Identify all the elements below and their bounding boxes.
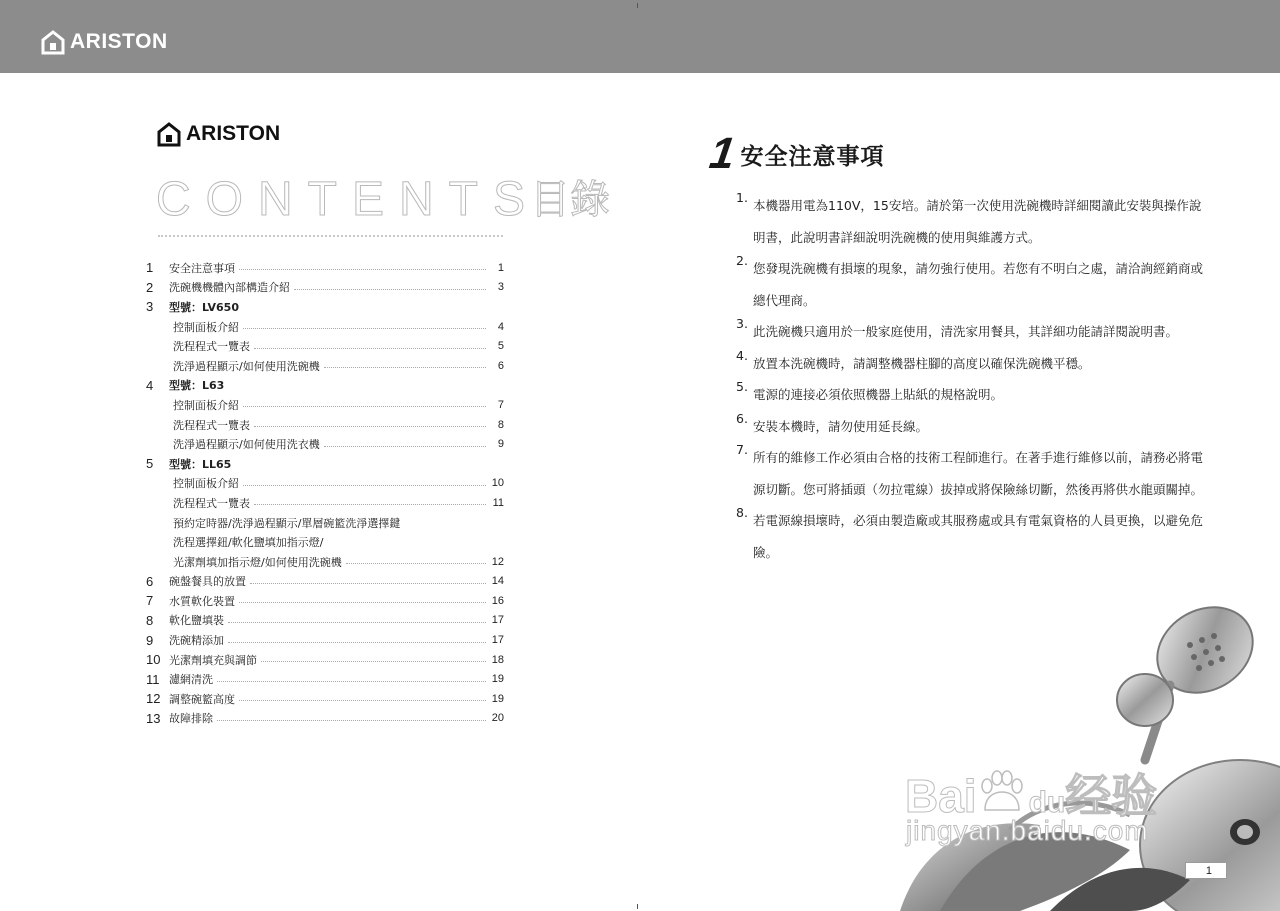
toc-item-number: 2 bbox=[146, 279, 154, 295]
toc-leader bbox=[261, 661, 486, 662]
table-of-contents bbox=[146, 258, 504, 728]
toc-item-page: 1 bbox=[497, 261, 504, 274]
safety-note-number: 6. bbox=[736, 410, 748, 426]
toc-item-number: 5 bbox=[146, 456, 154, 472]
toc-item-title: 水質軟化裝置 bbox=[169, 594, 235, 608]
toc-item-title: 安全注意事項 bbox=[169, 261, 235, 275]
safety-note bbox=[736, 348, 1206, 380]
safety-note-text: 放置本洗碗機時，請調整機器柱腳的高度以確保洗碗機平穩。 bbox=[753, 355, 1091, 371]
toc-leader bbox=[254, 504, 486, 505]
crop-mark-top bbox=[637, 3, 638, 8]
toc-item-page: 18 bbox=[491, 653, 504, 666]
safety-note-number: 5. bbox=[736, 379, 748, 394]
toc-item-page: 11 bbox=[492, 496, 504, 509]
safety-note bbox=[736, 190, 1206, 253]
toc-item-number: 8 bbox=[146, 612, 154, 628]
toc-leader bbox=[239, 602, 486, 603]
toc-item-page: 9 bbox=[497, 438, 504, 451]
toc-item-number: 9 bbox=[146, 632, 154, 648]
toc-item-number: 7 bbox=[146, 593, 154, 609]
toc-leader bbox=[346, 563, 486, 564]
toc-item-number: 1 bbox=[146, 260, 154, 276]
toc-item bbox=[146, 630, 504, 650]
toc-item-page: 19 bbox=[491, 673, 504, 686]
toc-item bbox=[146, 258, 504, 278]
page-number: 1 bbox=[1185, 862, 1227, 879]
toc-item-title: 控制面板介紹 bbox=[173, 398, 239, 412]
toc-leader bbox=[239, 269, 486, 270]
toc-item-title: 洗淨過程顯示/如何使用洗衣機 bbox=[173, 438, 320, 452]
toc-item-page: 19 bbox=[491, 692, 504, 705]
toc-item-title: 光潔劑填充與調節 bbox=[169, 653, 257, 667]
toc-item-page: 3 bbox=[497, 281, 504, 294]
toc-item-number: 13 bbox=[146, 710, 161, 726]
toc-item bbox=[146, 591, 504, 611]
safety-note bbox=[736, 411, 1206, 443]
toc-item bbox=[146, 356, 504, 376]
toc-item bbox=[146, 709, 504, 729]
toc-leader bbox=[324, 367, 486, 368]
toc-item-title: 碗盤餐具的放置 bbox=[169, 575, 246, 589]
safety-note-number: 1. bbox=[736, 190, 748, 205]
toc-item bbox=[146, 552, 504, 572]
toc-leader bbox=[243, 485, 486, 486]
safety-note bbox=[736, 505, 1206, 568]
safety-note-number: 2. bbox=[736, 253, 748, 268]
watermark-du: du bbox=[1028, 786, 1066, 819]
contents-heading-en: CONTENTS bbox=[156, 173, 540, 226]
toc-item-page: 5 bbox=[497, 340, 504, 353]
toc-item bbox=[146, 532, 504, 552]
left-logo-name: ARISTON bbox=[186, 122, 281, 145]
toc-item bbox=[146, 689, 504, 709]
toc-item bbox=[146, 336, 504, 356]
toc-item bbox=[146, 317, 504, 337]
toc-item-title: 軟化鹽填裝 bbox=[169, 614, 224, 628]
toc-item bbox=[146, 454, 504, 474]
toc-item bbox=[146, 395, 504, 415]
toc-item-page: 6 bbox=[497, 359, 504, 372]
toc-item bbox=[146, 474, 504, 494]
safety-note bbox=[736, 379, 1206, 411]
safety-note-text: 此洗碗機只適用於一般家庭使用，清洗家用餐具，其詳細功能請詳閱說明書。 bbox=[753, 324, 1179, 339]
toc-item-title: 洗碗精添加 bbox=[169, 634, 224, 648]
toc-item-title: 濾網清洗 bbox=[169, 673, 213, 687]
safety-note-text: 電源的連接必須依照機器上貼紙的規格說明。 bbox=[753, 387, 1004, 402]
left-logo bbox=[156, 121, 280, 147]
toc-leader bbox=[250, 583, 486, 584]
contents-heading bbox=[156, 172, 610, 228]
toc-item-page: 4 bbox=[497, 320, 504, 333]
safety-note-text: 所有的維修工作必須由合格的技術工程師進行。在著手進行維修以前，請務必將電源切斷。您可將插頭（勿拉電線）拔掉或將保險絲切斷，然後再將供水龍頭關掉。 bbox=[753, 450, 1204, 497]
toc-item-page: 20 bbox=[491, 712, 504, 725]
toc-item-page: 16 bbox=[491, 594, 504, 607]
toc-item-number: 3 bbox=[146, 299, 154, 315]
toc-item-title: 故障排除 bbox=[169, 712, 213, 726]
toc-item-title: 型號：LV650 bbox=[169, 300, 239, 314]
toc-item-page: 17 bbox=[491, 614, 504, 627]
watermark-jingyan: 经验 bbox=[1065, 770, 1158, 822]
safety-note-text: 若電源線損壞時，必須由製造廠或其服務處或具有電氣資格的人員更換，以避免危險。 bbox=[753, 513, 1204, 560]
toc-item bbox=[146, 297, 504, 317]
toc-item-number: 6 bbox=[146, 573, 154, 589]
section-title: 安全注意事項 bbox=[740, 143, 885, 170]
toc-leader bbox=[228, 622, 486, 623]
toc-item bbox=[146, 278, 504, 298]
safety-note-text: 本機器用電為110V，15安培。請於第一次使用洗碗機時詳細閱讀此安裝與操作說明書，此說明書詳細說明洗碗機的使用與維護方式。 bbox=[753, 198, 1202, 245]
safety-note-number: 4. bbox=[736, 347, 748, 363]
toc-item-number: 12 bbox=[146, 691, 161, 707]
toc-item bbox=[146, 415, 504, 435]
section-heading bbox=[706, 129, 885, 178]
ariston-house-icon bbox=[40, 29, 66, 55]
toc-item-title: 洗碗機機體內部構造介紹 bbox=[169, 281, 290, 295]
toc-item-page: 14 bbox=[491, 575, 504, 588]
toc-leader bbox=[324, 446, 486, 447]
toc-item-title: 預約定時器/洗淨過程顯示/單層碗籃洗淨選擇鍵 bbox=[173, 516, 401, 530]
toc-leader bbox=[217, 720, 486, 721]
toc-item bbox=[146, 376, 504, 396]
safety-note bbox=[736, 442, 1206, 505]
toc-item-title: 控制面板介紹 bbox=[173, 477, 239, 491]
safety-note-number: 7. bbox=[736, 442, 748, 457]
toc-leader bbox=[254, 426, 486, 427]
toc-item-page: 7 bbox=[497, 398, 504, 411]
toc-item-page: 17 bbox=[491, 634, 504, 647]
toc-item-title: 洗程程式一覽表 bbox=[173, 496, 250, 510]
toc-item-page: 12 bbox=[491, 555, 504, 568]
heading-divider bbox=[158, 235, 503, 237]
safety-note-text: 您發現洗碗機有損壞的現象，請勿強行使用。若您有不明白之處，請洽詢經銷商或總代理商。 bbox=[753, 261, 1204, 308]
toc-item bbox=[146, 493, 504, 513]
toc-item-title: 洗程選擇鈕/軟化鹽填加指示燈/ bbox=[173, 536, 324, 550]
ariston-house-icon bbox=[156, 121, 182, 147]
toc-item-number: 4 bbox=[146, 377, 154, 393]
toc-leader bbox=[294, 289, 486, 290]
safety-note-text: 安裝本機時，請勿使用延長線。 bbox=[753, 418, 929, 434]
toc-leader bbox=[243, 328, 486, 329]
toc-leader bbox=[243, 406, 486, 407]
toc-item-title: 光潔劑填加指示燈/如何使用洗碗機 bbox=[173, 555, 342, 569]
safety-note-number: 3. bbox=[736, 316, 748, 331]
toc-leader bbox=[239, 700, 486, 701]
toc-item-page: 8 bbox=[497, 418, 504, 431]
toc-item-title: 型號：LL65 bbox=[169, 457, 232, 471]
toc-item-number: 10 bbox=[146, 652, 161, 668]
toc-item-title: 型號：L63 bbox=[169, 379, 225, 393]
safety-note bbox=[736, 253, 1206, 316]
toc-item bbox=[146, 513, 504, 533]
toc-item-title: 洗淨過程顯示/如何使用洗碗機 bbox=[173, 359, 320, 373]
toc-item bbox=[146, 572, 504, 592]
toc-item-title: 調整碗籃高度 bbox=[169, 692, 235, 706]
section-number: 1 bbox=[706, 129, 738, 178]
toc-item bbox=[146, 669, 504, 689]
toc-item bbox=[146, 434, 504, 454]
toc-leader bbox=[228, 642, 486, 643]
watermark-bai: Bai bbox=[905, 770, 977, 822]
toc-item-page: 10 bbox=[491, 477, 504, 490]
toc-item-number: 11 bbox=[146, 671, 160, 687]
toc-item-title: 洗程程式一覽表 bbox=[173, 418, 250, 432]
header-brand bbox=[40, 29, 168, 55]
header-bar bbox=[0, 0, 1280, 73]
header-brand-name: ARISTON bbox=[70, 30, 168, 53]
toc-item bbox=[146, 650, 504, 670]
toc-item-title: 控制面板介紹 bbox=[173, 320, 239, 334]
crop-mark-bottom bbox=[637, 904, 638, 909]
safety-notes-list bbox=[736, 190, 1206, 568]
contents-heading-zh: 目錄 bbox=[530, 177, 610, 223]
safety-note bbox=[736, 316, 1206, 348]
toc-leader bbox=[217, 681, 486, 682]
safety-note-number: 8. bbox=[736, 505, 748, 520]
toc-item bbox=[146, 611, 504, 631]
watermark-url: jingyan.baidu.com bbox=[906, 815, 1149, 846]
toc-item-title: 洗程程式一覽表 bbox=[173, 340, 250, 354]
toc-leader bbox=[254, 348, 486, 349]
paw-icon bbox=[977, 770, 1025, 818]
